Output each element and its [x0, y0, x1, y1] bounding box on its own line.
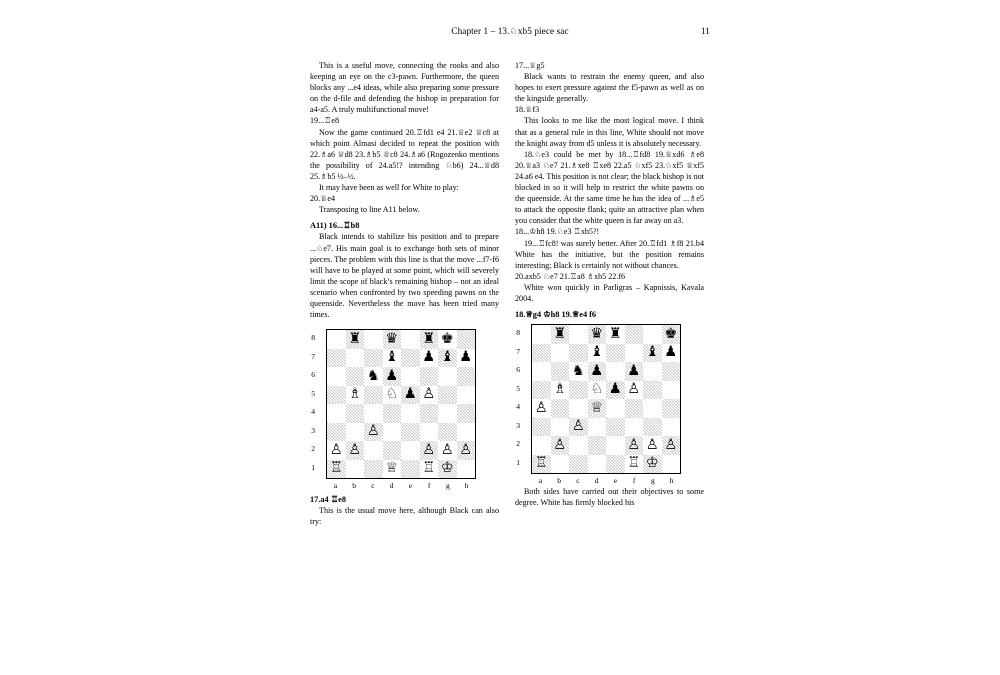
- board-square-h8: [662, 325, 681, 344]
- move-line: 18.♕f3: [515, 105, 540, 115]
- board-square-g2: [438, 441, 457, 460]
- paragraph: Black intends to stabilize his position and to prepare ...♘e7. His main goal is to exchange both sets of minor pieces. The problem with this line is that the move ...f7-f6 will have to be played at some point, which will severely limit the scope of black’s remaining bishop – not an ideal scenario when confronted by two speeding pawns on the queenside. Nevertheless the move has been tried many times.: [310, 232, 499, 320]
- board-square-e7: [401, 349, 420, 368]
- board-square-d6: [588, 362, 607, 381]
- rank-label: 2: [311, 444, 315, 454]
- paragraph: White won quickly in Parligras – Kapnissis, Kavala 2004.: [515, 282, 704, 303]
- board-square-c3: [364, 423, 383, 442]
- chess-piece-icon: ♟: [608, 381, 622, 398]
- rank-label: 3: [311, 425, 315, 435]
- file-label: g: [445, 481, 450, 491]
- board-square-h8: [457, 330, 476, 349]
- board-square-f8: [420, 330, 439, 349]
- chess-piece-icon: ♙: [348, 441, 362, 458]
- board-square-e8: [606, 325, 625, 344]
- board-square-c8: [569, 325, 588, 344]
- board-square-h3: [457, 423, 476, 442]
- chess-piece-icon: ♙: [329, 441, 343, 458]
- file-label: d: [389, 481, 394, 491]
- chess-piece-icon: ♝: [590, 344, 604, 361]
- chess-piece-icon: ♙: [422, 386, 436, 403]
- chess-piece-icon: ♖: [329, 460, 343, 477]
- right-column-after-diagram: [515, 486, 704, 508]
- board-square-a2: [327, 441, 346, 460]
- board-square-a4: [327, 404, 346, 423]
- file-label: f: [427, 481, 431, 491]
- board-square-f3: [625, 418, 644, 437]
- chess-piece-icon: ♖: [627, 455, 641, 472]
- board-square-h7: [662, 344, 681, 363]
- board-square-e1: [606, 455, 625, 474]
- board-square-a8: [532, 325, 551, 344]
- board-square-d8: [383, 330, 402, 349]
- board-square-b5: [346, 386, 365, 405]
- rank-labels-right: [511, 324, 520, 472]
- chess-piece-icon: ♙: [553, 436, 567, 453]
- board-square-e4: [401, 404, 420, 423]
- chess-piece-icon: ♝: [440, 349, 454, 366]
- left-column-after-diagram: [310, 505, 499, 527]
- board-square-d5: [588, 381, 607, 400]
- board-square-g8: [438, 330, 457, 349]
- chess-piece-icon: ♚: [664, 325, 678, 342]
- board-square-a1: [327, 460, 346, 479]
- board-square-h5: [457, 386, 476, 405]
- chess-piece-icon: ♔: [440, 460, 454, 477]
- board-square-f4: [420, 404, 439, 423]
- board-square-d2: [588, 436, 607, 455]
- board-square-c7: [569, 344, 588, 363]
- board-square-f5: [625, 381, 644, 400]
- board-square-c5: [364, 386, 383, 405]
- board-square-g3: [643, 418, 662, 437]
- rank-label: 8: [516, 328, 520, 338]
- chess-piece-icon: ♜: [553, 325, 567, 342]
- board-square-h2: [662, 436, 681, 455]
- move-line: 19...♖e8: [310, 116, 340, 126]
- board-square-a5: [327, 386, 346, 405]
- board-square-h5: [662, 381, 681, 400]
- chess-piece-icon: ♖: [534, 455, 548, 472]
- board-square-f1: [420, 460, 439, 479]
- board-square-b1: [551, 455, 570, 474]
- rank-label: 8: [311, 333, 315, 343]
- chess-piece-icon: ♛: [385, 330, 399, 347]
- board-square-c3: [569, 418, 588, 437]
- chess-piece-icon: ♗: [553, 381, 567, 398]
- chess-piece-icon: ♙: [534, 399, 548, 416]
- board-square-d5: [383, 386, 402, 405]
- page-content: [310, 26, 710, 651]
- board-square-c5: [569, 381, 588, 400]
- move-line: 20.♕e4: [310, 194, 336, 204]
- board-square-a3: [532, 418, 551, 437]
- board-square-b4: [551, 399, 570, 418]
- board-square-c2: [569, 436, 588, 455]
- rank-label: 1: [516, 457, 520, 467]
- board-square-c7: [364, 349, 383, 368]
- board-square-d8: [588, 325, 607, 344]
- board-square-a1: [532, 455, 551, 474]
- board-wrap-left: [311, 329, 491, 491]
- board-square-f2: [625, 436, 644, 455]
- board-square-f2: [420, 441, 439, 460]
- paragraph: Both sides have carried out their objectives to some degree. White has firmly blocked his: [515, 487, 704, 508]
- board-square-g5: [643, 381, 662, 400]
- paragraph: This looks to me like the most logical move. I think that as a general rule in this line, White should not move the knight away from d5 unless it is absolutely necessary.: [515, 116, 704, 148]
- board-square-c1: [569, 455, 588, 474]
- running-head-title: Chapter 1 – 13.♘xb5 piece sac: [451, 26, 569, 36]
- rank-label: 4: [311, 407, 315, 417]
- board-wrap-right: [516, 324, 696, 486]
- chess-diagram-left-container: [310, 329, 499, 505]
- rank-label: 6: [516, 365, 520, 375]
- file-label: g: [650, 476, 655, 486]
- board-square-g6: [643, 362, 662, 381]
- board-square-e8: [401, 330, 420, 349]
- rank-label: 5: [516, 383, 520, 393]
- file-label: b: [352, 481, 357, 491]
- board-square-c2: [364, 441, 383, 460]
- board-square-b6: [551, 362, 570, 381]
- chess-piece-icon: ♙: [366, 423, 380, 440]
- board-square-d3: [383, 423, 402, 442]
- chess-piece-icon: ♚: [440, 330, 454, 347]
- board-square-a6: [532, 362, 551, 381]
- chess-piece-icon: ♙: [664, 436, 678, 453]
- board-square-b6: [346, 367, 365, 386]
- board-square-d4: [383, 404, 402, 423]
- board-square-e4: [606, 399, 625, 418]
- chess-piece-icon: ♙: [627, 436, 641, 453]
- board-square-b8: [346, 330, 365, 349]
- file-label: c: [576, 476, 580, 486]
- board-square-b7: [346, 349, 365, 368]
- board-square-e6: [401, 367, 420, 386]
- board-square-d4: [588, 399, 607, 418]
- board-square-d1: [588, 455, 607, 474]
- paragraph: Black wants to restrain the enemy queen, and also hopes to exert pressure against the f5-pawn as well as on the kingside generally.: [515, 72, 704, 104]
- paragraph: 19...♖fc8! was surely better. After 20.♖fd1 ♗f8 21.b4 White has the initiative, but the position remains interesting; Black is certainly not without chances.: [515, 238, 704, 270]
- rank-label: 4: [516, 402, 520, 412]
- chess-piece-icon: ♘: [385, 386, 399, 403]
- board-square-g1: [643, 455, 662, 474]
- chess-piece-icon: ♟: [459, 349, 473, 366]
- paragraph: This is a useful move, connecting the rooks and also keeping an eye on the c3-pawn. Furthermore, the queen blocks any ...e4 ideas, while also preparing some pressure on the d-file and defending the bishop in preparation for a4-a5. A truly multifunctional move!: [310, 61, 499, 115]
- board-square-g5: [438, 386, 457, 405]
- paragraph: This is the usual move here, although Black can also try:: [310, 506, 499, 527]
- chess-piece-icon: ♙: [422, 441, 436, 458]
- board-square-d7: [588, 344, 607, 363]
- chess-piece-icon: ♕: [385, 460, 399, 477]
- running-head: [310, 26, 710, 48]
- board-square-a6: [327, 367, 346, 386]
- board-square-e5: [401, 386, 420, 405]
- board-square-f7: [420, 349, 439, 368]
- board-square-g2: [643, 436, 662, 455]
- rank-label: 7: [311, 351, 315, 361]
- board-square-f5: [420, 386, 439, 405]
- page-number: 11: [700, 26, 710, 36]
- file-labels-right: [531, 475, 681, 486]
- board-square-e2: [606, 436, 625, 455]
- file-label: c: [371, 481, 375, 491]
- chess-piece-icon: ♝: [385, 349, 399, 366]
- chess-piece-icon: ♙: [627, 381, 641, 398]
- board-square-e3: [401, 423, 420, 442]
- chess-piece-icon: ♜: [608, 325, 622, 342]
- chess-piece-icon: ♙: [645, 436, 659, 453]
- chess-piece-icon: ♗: [348, 386, 362, 403]
- board-square-g1: [438, 460, 457, 479]
- chess-piece-icon: ♕: [590, 399, 604, 416]
- board-square-h1: [662, 455, 681, 474]
- chess-piece-icon: ♜: [422, 330, 436, 347]
- board-square-g4: [643, 399, 662, 418]
- move-line: 18...♔h8 19.♘e3 ♖xb5?!: [515, 227, 600, 237]
- board-square-c4: [364, 404, 383, 423]
- board-square-b8: [551, 325, 570, 344]
- file-label: b: [557, 476, 562, 486]
- section-heading: A11) 16...♖b8: [310, 221, 360, 231]
- rank-label: 7: [516, 346, 520, 356]
- chess-piece-icon: ♛: [590, 325, 604, 342]
- rank-label: 6: [311, 370, 315, 380]
- chess-piece-icon: ♟: [590, 362, 604, 379]
- file-labels-left: [326, 480, 476, 491]
- chess-piece-icon: ♟: [664, 344, 678, 361]
- board-square-b3: [551, 418, 570, 437]
- board-square-e3: [606, 418, 625, 437]
- right-column-blocks: [515, 60, 704, 304]
- board-square-f7: [625, 344, 644, 363]
- chessboard-right: [531, 324, 681, 474]
- chess-piece-icon: ♙: [571, 418, 585, 435]
- board-square-b7: [551, 344, 570, 363]
- chess-piece-icon: ♞: [571, 362, 585, 379]
- chess-piece-icon: ♟: [385, 367, 399, 384]
- diagram-caption-right: 18.♕g4 ♔h8 19.♕e4 f6: [515, 310, 597, 320]
- board-square-f6: [625, 362, 644, 381]
- board-square-g8: [643, 325, 662, 344]
- right-column: [515, 60, 704, 508]
- rank-labels-left: [306, 329, 315, 477]
- file-label: d: [594, 476, 599, 486]
- board-square-c6: [569, 362, 588, 381]
- board-square-a7: [327, 349, 346, 368]
- chess-piece-icon: ♙: [440, 441, 454, 458]
- chess-piece-icon: ♖: [422, 460, 436, 477]
- board-square-a7: [532, 344, 551, 363]
- board-square-h4: [662, 399, 681, 418]
- board-square-h1: [457, 460, 476, 479]
- board-square-d2: [383, 441, 402, 460]
- diagram-caption-left: 17.a4 ♖e8: [310, 495, 347, 505]
- file-label: e: [408, 481, 413, 491]
- chess-piece-icon: ♝: [645, 344, 659, 361]
- paragraph: It may have been as well for White to play:: [319, 183, 459, 193]
- board-square-e5: [606, 381, 625, 400]
- file-label: f: [632, 476, 636, 486]
- board-square-e7: [606, 344, 625, 363]
- board-square-g6: [438, 367, 457, 386]
- rank-label: 1: [311, 462, 315, 472]
- board-square-f6: [420, 367, 439, 386]
- rank-label: 3: [516, 420, 520, 430]
- board-square-h7: [457, 349, 476, 368]
- board-square-d1: [383, 460, 402, 479]
- board-square-a5: [532, 381, 551, 400]
- board-square-c8: [364, 330, 383, 349]
- board-square-b5: [551, 381, 570, 400]
- chessboard-left: [326, 329, 476, 479]
- file-label: h: [669, 476, 674, 486]
- board-square-f3: [420, 423, 439, 442]
- move-line: 17...♕g5: [515, 61, 545, 70]
- file-label: a: [333, 481, 338, 491]
- board-square-c1: [364, 460, 383, 479]
- chess-diagram-right-container: [515, 309, 704, 486]
- move-line: 20.axb5 ♘e7 21.♖a8 ♗xb5 22.f6: [515, 271, 626, 281]
- board-square-a8: [327, 330, 346, 349]
- board-square-f1: [625, 455, 644, 474]
- board-square-b3: [346, 423, 365, 442]
- chess-piece-icon: ♟: [422, 349, 436, 366]
- chess-piece-icon: ♟: [627, 362, 641, 379]
- chess-piece-icon: ♟: [403, 386, 417, 403]
- board-square-g7: [438, 349, 457, 368]
- board-square-h6: [457, 367, 476, 386]
- board-square-h4: [457, 404, 476, 423]
- chess-piece-icon: ♔: [645, 455, 659, 472]
- board-square-g3: [438, 423, 457, 442]
- left-column: [310, 60, 499, 527]
- board-square-e2: [401, 441, 420, 460]
- paragraph: 18.♘e3 could be met by 18...♖fd8 19.♕xd6 ♗e8 20.♕a3 ♘e7 21.♗xe8 ♖xe8 22.a5 ♘xf5 23.♘xf5 ♕xf5 24.a6 e4. This position is not clear; the black bishop is not blocked in so it will help to restrict the white pawns on the queenside. At the same time he has the idea of ...♗e5 to attack the opposite flank; quite an attractive plan when you consider that the white queen is far away on a3.: [515, 149, 704, 226]
- left-column-blocks: [310, 60, 499, 320]
- board-square-f4: [625, 399, 644, 418]
- file-label: h: [464, 481, 469, 491]
- rank-label: 2: [516, 439, 520, 449]
- board-square-c6: [364, 367, 383, 386]
- chess-piece-icon: ♞: [366, 367, 380, 384]
- board-square-g7: [643, 344, 662, 363]
- file-label: e: [613, 476, 618, 486]
- board-square-a4: [532, 399, 551, 418]
- board-square-f8: [625, 325, 644, 344]
- board-square-c4: [569, 399, 588, 418]
- paragraph: Transposing to line A11 below.: [319, 205, 420, 215]
- board-square-e6: [606, 362, 625, 381]
- chess-piece-icon: ♘: [590, 381, 604, 398]
- chess-piece-icon: ♙: [459, 441, 473, 458]
- board-square-b2: [551, 436, 570, 455]
- board-square-h2: [457, 441, 476, 460]
- board-square-d7: [383, 349, 402, 368]
- board-square-h3: [662, 418, 681, 437]
- paragraph: Now the game continued 20.♖fd1 e4 21.♕e2 ♕c8 at which point Almasi decided to repeat the position with 22.♗a6 ♕d8 23.♗b5 ♕c8 24.♗a6 (Rogozenko mentions the possibility of 24.a5!? intending ♘b6) 24...♕d8 25.♗b5 ½–½.: [310, 127, 499, 181]
- board-square-e1: [401, 460, 420, 479]
- board-square-b1: [346, 460, 365, 479]
- board-square-a2: [532, 436, 551, 455]
- board-square-d6: [383, 367, 402, 386]
- board-square-h6: [662, 362, 681, 381]
- board-square-d3: [588, 418, 607, 437]
- rank-label: 5: [311, 388, 315, 398]
- file-label: a: [538, 476, 543, 486]
- chess-piece-icon: ♜: [348, 330, 362, 347]
- board-square-g4: [438, 404, 457, 423]
- board-square-a3: [327, 423, 346, 442]
- board-square-b2: [346, 441, 365, 460]
- board-square-b4: [346, 404, 365, 423]
